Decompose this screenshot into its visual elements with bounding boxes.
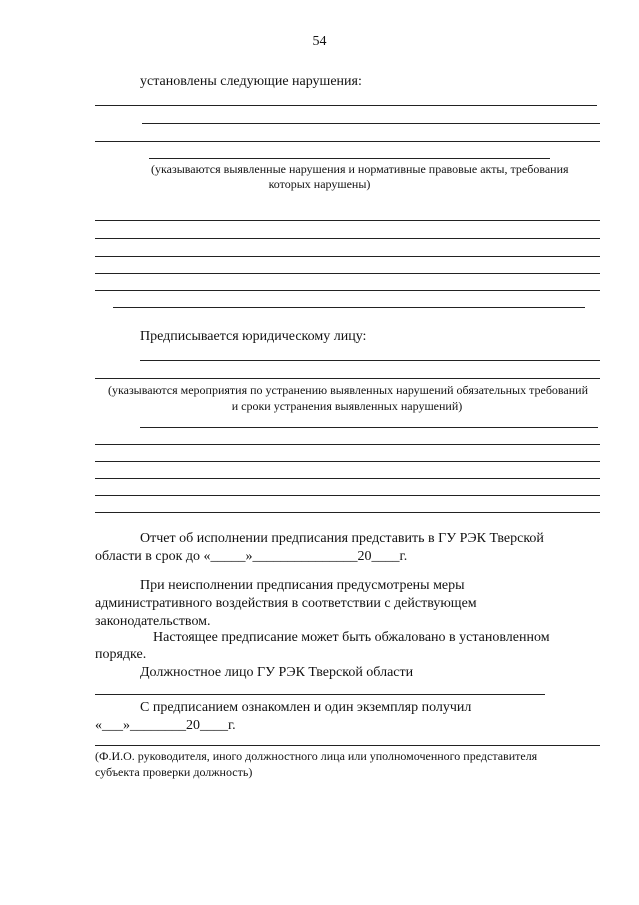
acknowledged-label: С предписанием ознакомлен и один экземпляр получил <box>140 700 472 715</box>
fill-line[interactable] <box>95 238 600 239</box>
fill-line[interactable] <box>113 307 585 308</box>
fill-line[interactable] <box>95 141 600 142</box>
fill-line[interactable] <box>149 158 550 159</box>
prescription-intro: Предписывается юридическому лицу: <box>140 329 367 344</box>
report-line-2: области в срок до «_____»_______________20____г. <box>95 549 408 564</box>
signature-caption-line2: субъекта проверки должность) <box>95 765 253 779</box>
fill-line[interactable] <box>95 461 600 462</box>
noncompliance-line-2: административного воздействия в соответствии с действующем <box>95 596 477 611</box>
fill-line[interactable] <box>95 105 597 106</box>
date-blank[interactable]: «___»________20____г. <box>95 718 236 733</box>
fill-line[interactable] <box>95 444 600 445</box>
fill-line[interactable] <box>95 495 600 496</box>
fill-line[interactable] <box>142 123 600 124</box>
official-label: Должностное лицо ГУ РЭК Тверской области <box>140 665 414 680</box>
report-line-1: Отчет об исполнении предписания представить в ГУ РЭК Тверской <box>140 531 544 546</box>
signature-line[interactable] <box>95 745 600 746</box>
fill-line[interactable] <box>95 512 600 513</box>
violations-caption-line1: (указываются выявленные нарушения и нормативные правовые акты, требования <box>151 162 569 176</box>
violations-caption-line2: которых нарушены) <box>268 177 371 191</box>
measures-caption-line1: (указываются мероприятия по устранению выявленных нарушений обязательных требований <box>107 383 589 397</box>
fill-line[interactable] <box>95 220 600 221</box>
signature-caption-line1: (Ф.И.О. руководителя, иного должностного лица или уполномоченного представителя <box>95 749 538 763</box>
fill-line[interactable] <box>95 478 600 479</box>
violations-intro: установлены следующие нарушения: <box>140 74 362 89</box>
fill-line[interactable] <box>140 360 600 361</box>
fill-line[interactable] <box>95 273 600 274</box>
noncompliance-line-3: законодательством. <box>95 614 211 629</box>
noncompliance-line-1: При неисполнении предписания предусмотрены меры <box>140 578 465 593</box>
official-signature-line[interactable] <box>95 694 545 695</box>
fill-line[interactable] <box>95 256 600 257</box>
fill-line[interactable] <box>95 290 600 291</box>
fill-line[interactable] <box>140 427 598 428</box>
page-number: 54 <box>312 34 327 49</box>
appeal-line-2: порядке. <box>95 647 147 662</box>
appeal-line-1: Настоящее предписание может быть обжаловано в установленном <box>153 630 550 645</box>
fill-line[interactable] <box>95 378 600 379</box>
measures-caption-line2: и сроки устранения выявленных нарушений) <box>231 399 463 413</box>
